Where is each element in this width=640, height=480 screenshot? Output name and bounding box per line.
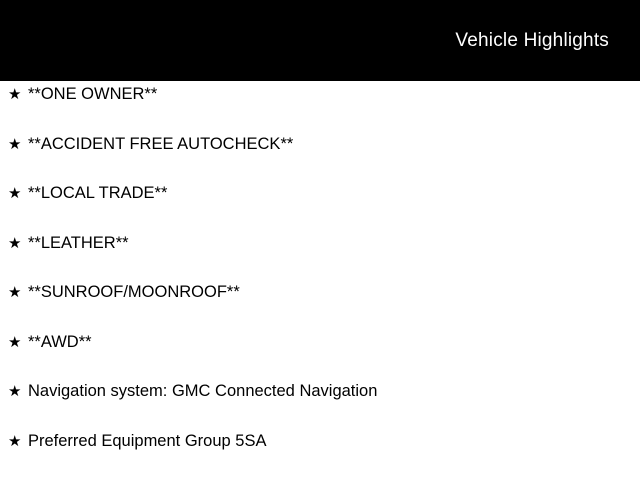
highlight-label: **ACCIDENT FREE AUTOCHECK** [28, 134, 294, 153]
highlight-label: Preferred Equipment Group 5SA [28, 431, 267, 450]
list-item [0, 180, 640, 230]
star-icon: ★ [8, 86, 22, 103]
list-item [0, 329, 640, 379]
list-item [0, 81, 640, 131]
highlight-label: **ONE OWNER** [28, 85, 158, 103]
highlight-label: **SUNROOF/MOONROOF** [28, 283, 240, 301]
star-icon: ★ [8, 333, 22, 351]
list-item [0, 378, 640, 428]
star-icon: ★ [8, 383, 22, 400]
star-icon: ★ [8, 432, 22, 450]
star-icon: ★ [8, 185, 22, 202]
list-item [0, 230, 640, 280]
star-icon: ★ [8, 284, 22, 301]
star-icon: ★ [8, 234, 22, 252]
highlight-label: **AWD** [28, 332, 92, 351]
list-item [0, 428, 640, 478]
highlights-list [0, 81, 640, 477]
page-header [0, 0, 640, 81]
list-item [0, 131, 640, 181]
list-item [0, 279, 640, 329]
star-icon: ★ [8, 135, 22, 153]
highlight-label: **LOCAL TRADE** [28, 184, 168, 202]
highlight-label: **LEATHER** [28, 233, 129, 252]
page-title: Vehicle Highlights [455, 30, 609, 51]
highlight-label: Navigation system: GMC Connected Navigation [28, 382, 378, 400]
